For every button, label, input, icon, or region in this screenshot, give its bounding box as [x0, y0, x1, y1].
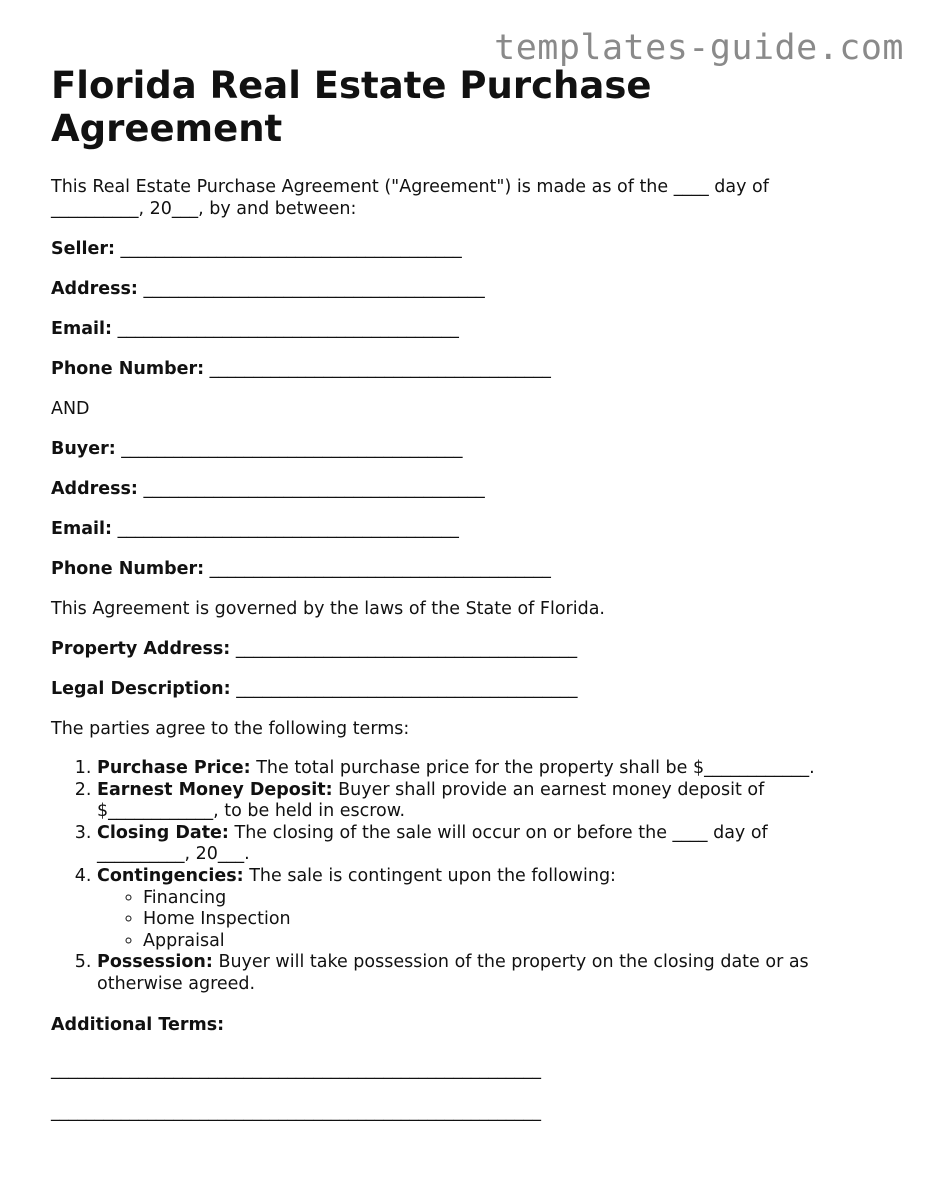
seller-address-label: Address: [51, 279, 138, 299]
seller-email-blank[interactable]: _______________________________________ [117, 319, 459, 339]
seller-address-field [51, 278, 891, 300]
watermark: templates-guide.com [494, 28, 904, 68]
contingency-item: ◦ Financing [143, 888, 857, 910]
term-item [97, 758, 857, 780]
buyer-phone-label: Phone Number: [51, 559, 205, 579]
buyer-phone-field [51, 558, 891, 580]
term-label: Purchase Price: [97, 758, 251, 778]
buyer-email-label: Email: [51, 519, 112, 539]
seller-field [51, 238, 891, 260]
term-label: Contingencies: [97, 865, 244, 886]
term-text: Buyer shall provide an earnest money deposit of $____________, to be held in escrow. [97, 779, 765, 822]
contingencies-list [97, 888, 857, 953]
buyer-address-label: Address: [51, 479, 138, 499]
seller-phone-field [51, 358, 891, 380]
intro-paragraph: This Real Estate Purchase Agreement ("Agreement") is made as of the ____ day of __________, 20___, by and between: [51, 177, 769, 219]
buyer-email-field [51, 518, 891, 540]
seller-blank[interactable]: _______________________________________ [120, 239, 462, 259]
seller-label: Seller: [51, 239, 115, 259]
term-text: The total purchase price for the property shall be $____________. [250, 758, 815, 778]
seller-email-label: Email: [51, 319, 112, 339]
term-item [97, 866, 857, 952]
seller-phone-label: Phone Number: [51, 359, 205, 379]
term-text: The closing of the sale will occur on or before the ____ day of __________, 20___. [97, 822, 768, 865]
legal-description-field [51, 678, 891, 700]
buyer-field [51, 438, 891, 460]
and-separator: AND [51, 399, 90, 419]
seller-phone-blank[interactable]: _______________________________________ [209, 359, 551, 379]
term-label: Earnest Money Deposit: [97, 779, 333, 800]
buyer-label: Buyer: [51, 439, 116, 459]
term-item [97, 952, 857, 995]
buyer-address-field [51, 478, 891, 500]
legal-description-label: Legal Description: [51, 679, 231, 699]
seller-address-blank[interactable]: _______________________________________ [143, 279, 485, 299]
term-item [97, 780, 857, 823]
legal-description-blank[interactable]: _______________________________________ [236, 679, 578, 699]
governing-law: This Agreement is governed by the laws of the State of Florida. [51, 599, 605, 619]
property-address-field [51, 638, 891, 660]
document-title: Florida Real Estate Purchase Agreement [51, 64, 652, 150]
additional-terms-line[interactable]: ________________________________________________________ [51, 1059, 541, 1080]
term-text: Buyer will take possession of the property on the closing date or as otherwise agreed. [97, 952, 809, 994]
seller-email-field [51, 318, 891, 340]
document-page [51, 64, 891, 1123]
buyer-email-blank[interactable]: _______________________________________ [117, 519, 459, 539]
additional-terms-label: Additional Terms: [51, 1014, 225, 1035]
buyer-address-blank[interactable]: _______________________________________ [143, 479, 485, 499]
term-label: Closing Date: [97, 822, 229, 843]
term-label: Possession: [97, 952, 213, 973]
terms-list [51, 758, 857, 996]
term-text: The sale is contingent upon the following: [243, 865, 616, 886]
property-address-label: Property Address: [51, 639, 231, 659]
term-item [97, 823, 857, 866]
buyer-blank[interactable]: _______________________________________ [121, 439, 463, 459]
additional-terms-heading [51, 1014, 891, 1036]
additional-terms-line[interactable]: ________________________________________________________ [51, 1101, 541, 1122]
terms-intro: The parties agree to the following terms: [51, 719, 410, 739]
contingency-item: ◦ Home Inspection [143, 909, 857, 931]
property-address-blank[interactable]: _______________________________________ [235, 639, 578, 659]
buyer-phone-blank[interactable]: _______________________________________ [209, 559, 551, 579]
contingency-item: ◦ Appraisal [143, 931, 857, 953]
